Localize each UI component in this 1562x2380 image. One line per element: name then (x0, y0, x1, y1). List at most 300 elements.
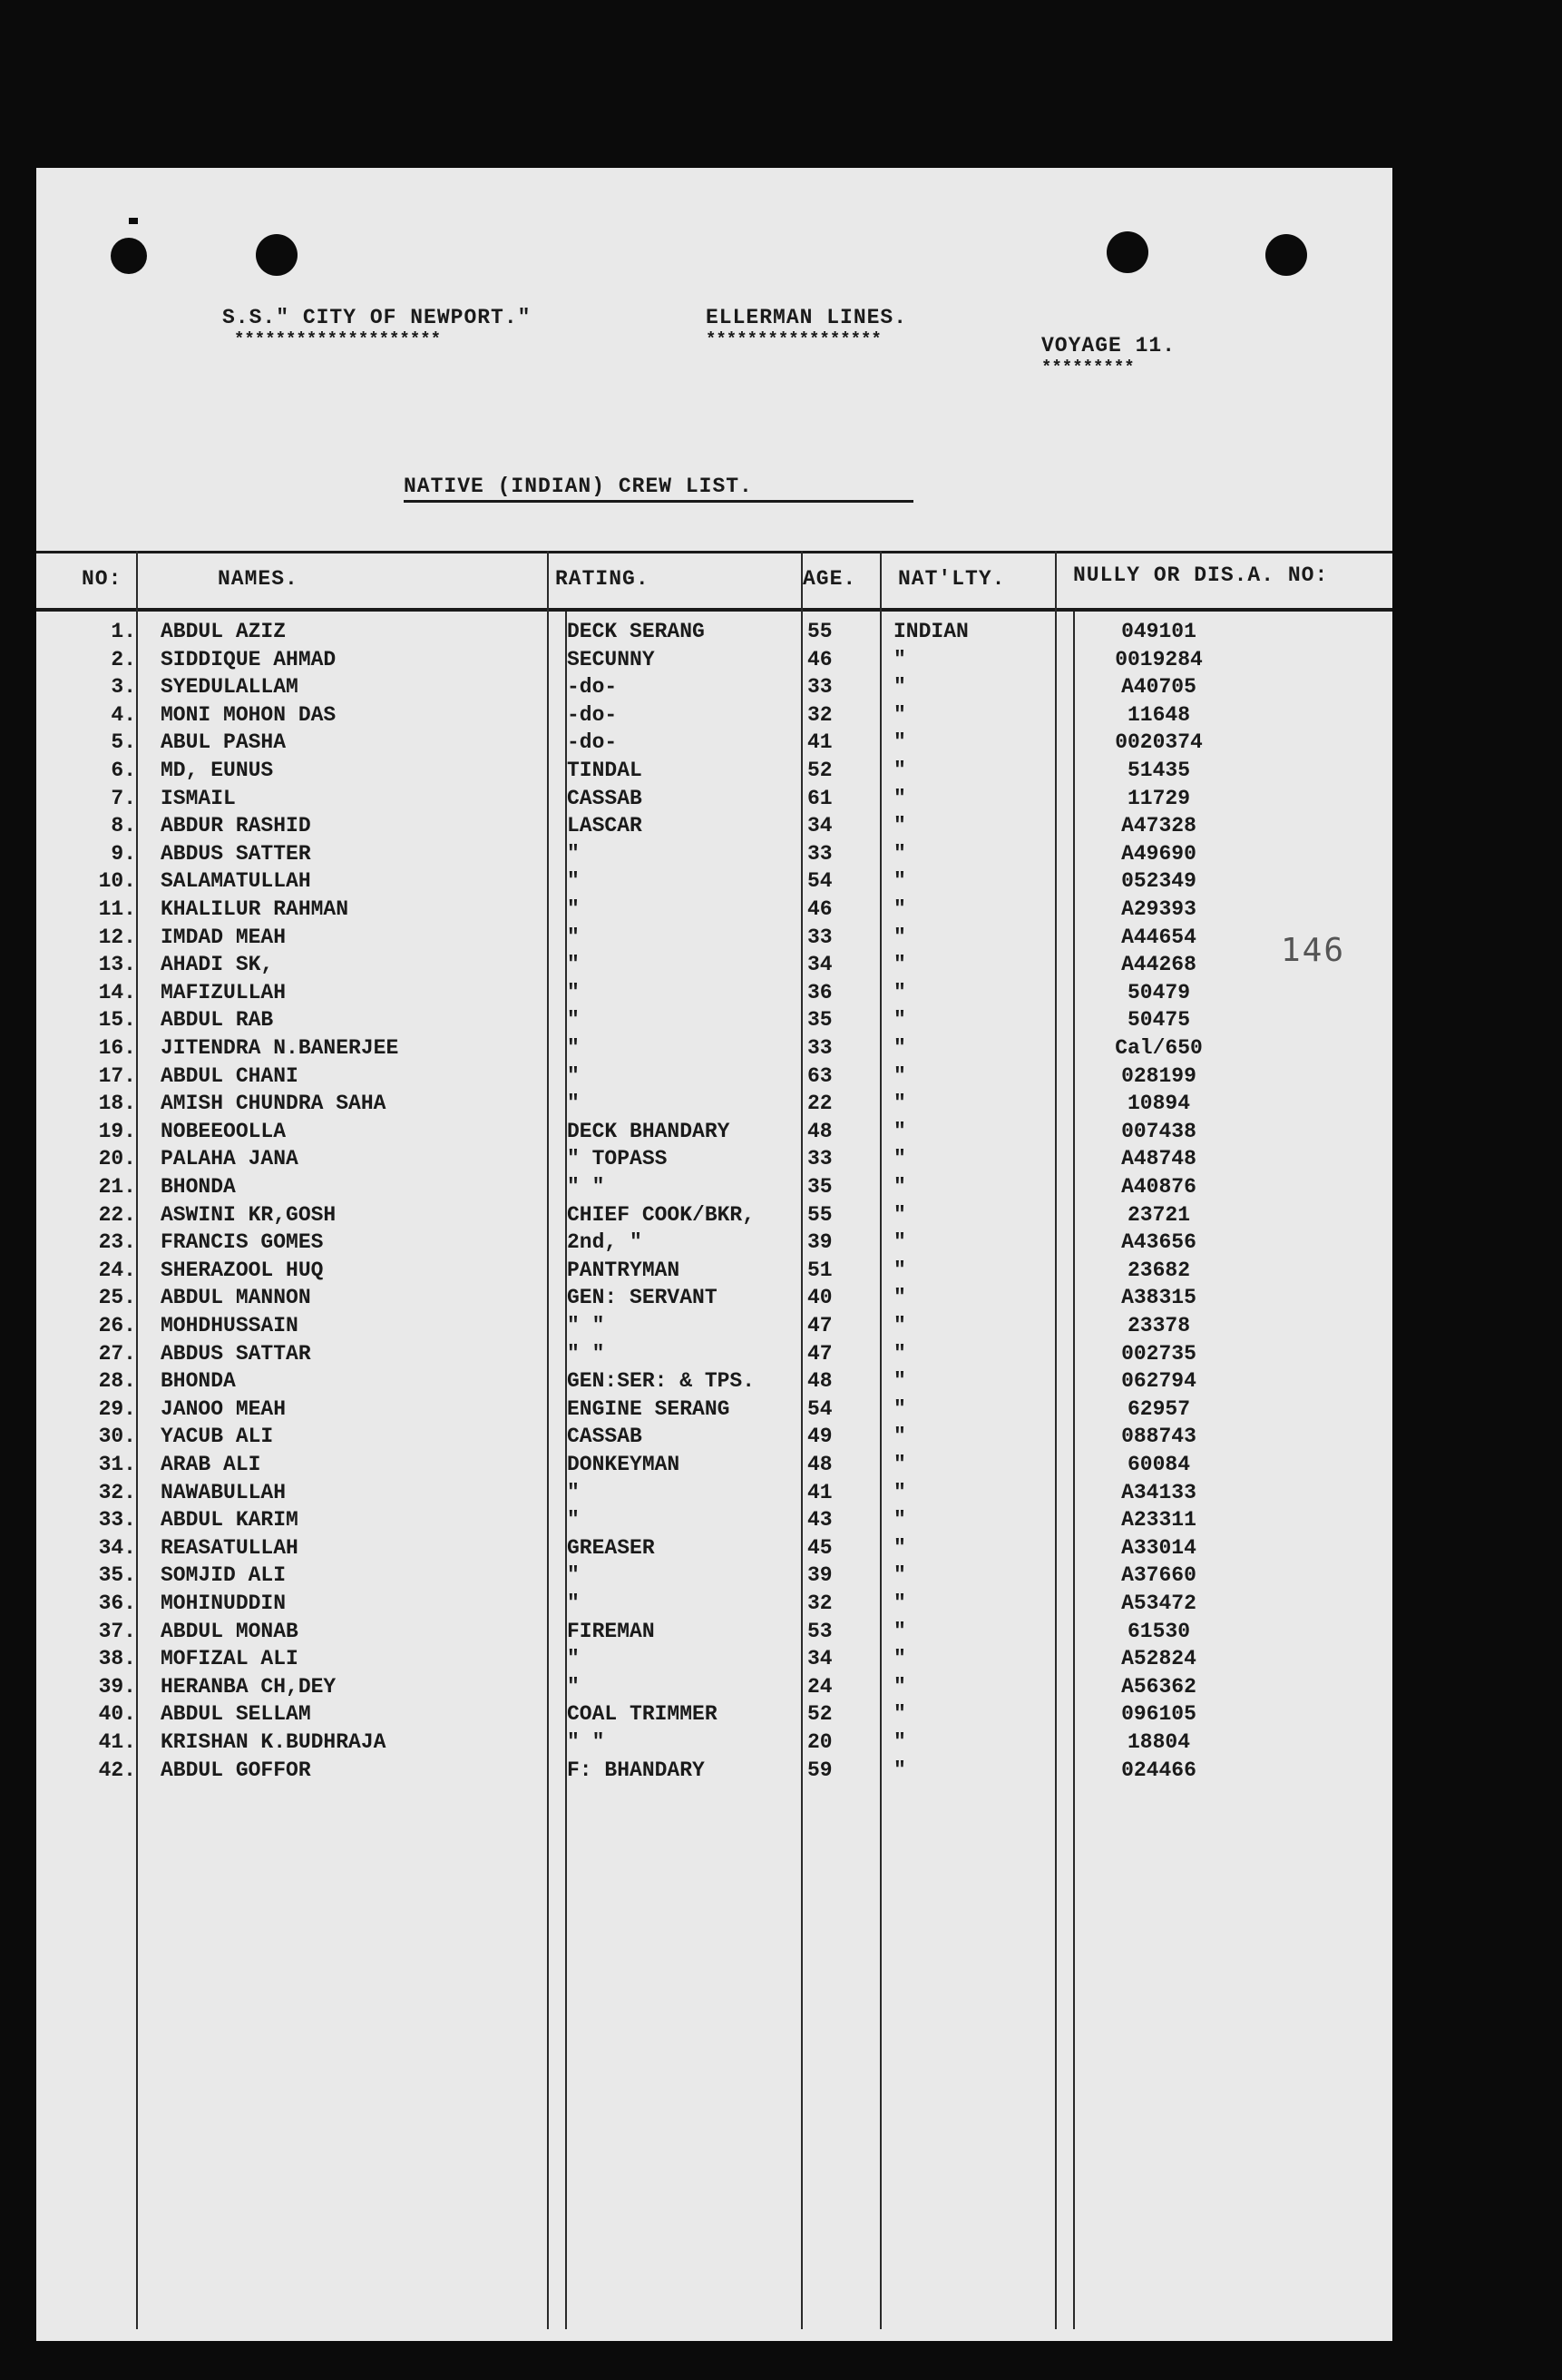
crew-age: 32 (807, 1592, 833, 1615)
crew-number: 3. (111, 675, 136, 700)
crew-name: ASWINI KR,GOSH (161, 1202, 337, 1227)
table-row (36, 897, 1392, 925)
crew-rating: DONKEYMAN (567, 1453, 680, 1476)
crew-age: 52 (807, 1702, 833, 1727)
crew-age: 54 (807, 1396, 833, 1421)
crew-dis-number: 60084 (1127, 1453, 1190, 1476)
crew-age: 34 (807, 1647, 833, 1671)
crew-dis-number: A52824 (1121, 1647, 1196, 1671)
crew-rating: 2nd, " (567, 1230, 642, 1255)
crew-dis-number: 052349 (1121, 869, 1196, 894)
margin-page-number: 146 (1281, 932, 1346, 969)
crew-nationality: " (893, 1286, 906, 1310)
crew-rating: " (567, 1592, 580, 1615)
crew-number: 21. (98, 1175, 136, 1199)
crew-rating: CASSAB (567, 786, 642, 810)
crew-age: 55 (807, 1202, 833, 1227)
crew-name: KHALILUR RAHMAN (161, 897, 349, 921)
crew-dis-number: 11648 (1127, 702, 1190, 727)
crew-nationality: " (893, 1425, 906, 1449)
table-row (36, 1675, 1392, 1702)
crew-nationality: " (893, 925, 906, 949)
crew-age: 47 (807, 1341, 833, 1366)
crew-nationality: " (893, 814, 906, 838)
crew-rating: " (567, 1647, 580, 1671)
table-row (36, 1203, 1392, 1230)
crew-rating: " " (567, 1341, 605, 1366)
table-row (36, 869, 1392, 896)
crew-name: ABDUL MONAB (161, 1619, 298, 1643)
crew-number: 17. (98, 1063, 136, 1088)
crew-nationality: " (893, 1647, 906, 1671)
crew-rating: " (567, 1480, 580, 1504)
crew-age: 41 (807, 1480, 833, 1504)
table-row (36, 1008, 1392, 1035)
table-row (36, 1147, 1392, 1174)
crew-number: 19. (98, 1119, 136, 1143)
table-row (36, 842, 1392, 869)
crew-dis-number: A44654 (1121, 925, 1196, 949)
crew-number: 13. (98, 953, 136, 977)
crew-name: MOHDHUSSAIN (161, 1314, 298, 1337)
crew-nationality: " (893, 1730, 906, 1754)
crew-rating: " (567, 953, 580, 977)
crew-number: 33. (98, 1508, 136, 1533)
crew-nationality: " (893, 675, 906, 700)
crew-number: 26. (98, 1314, 136, 1337)
table-row (36, 648, 1392, 675)
crew-age: 47 (807, 1314, 833, 1337)
crew-dis-number: A49690 (1121, 841, 1196, 866)
crew-age: 20 (807, 1730, 833, 1754)
crew-name: SALAMATULLAH (161, 869, 311, 894)
crew-nationality: " (893, 1702, 906, 1727)
crew-name: YACUB ALI (161, 1425, 274, 1449)
crew-name: ABDUL CHANI (161, 1063, 298, 1088)
crew-name: MONI MOHON DAS (161, 702, 337, 727)
crew-name: ABDUS SATTER (161, 841, 311, 866)
crew-number: 16. (98, 1036, 136, 1060)
crew-name: SHERAZOOL HUQ (161, 1258, 324, 1282)
crew-number: 30. (98, 1425, 136, 1449)
crew-age: 32 (807, 702, 833, 727)
table-row (36, 1369, 1392, 1396)
crew-name: IMDAD MEAH (161, 925, 287, 949)
table-row (36, 759, 1392, 786)
crew-name: ABDUL GOFFOR (161, 1758, 311, 1782)
crew-dis-number: 088743 (1121, 1425, 1196, 1449)
crew-dis-number: A44268 (1121, 953, 1196, 977)
crew-name: MAFIZULLAH (161, 980, 287, 1004)
crew-age: 24 (807, 1674, 833, 1699)
table-row (36, 1092, 1392, 1119)
crew-dis-number: 062794 (1121, 1369, 1196, 1394)
crew-age: 43 (807, 1508, 833, 1533)
crew-name: BHONDA (161, 1175, 236, 1199)
crew-nationality: " (893, 1563, 906, 1588)
crew-rating: " (567, 1036, 580, 1060)
crew-age: 39 (807, 1230, 833, 1255)
crew-rating: " " (567, 1314, 605, 1337)
crew-number: 29. (98, 1396, 136, 1421)
crew-nationality: " (893, 1036, 906, 1060)
crew-dis-number: A53472 (1121, 1592, 1196, 1615)
crew-age: 46 (807, 897, 833, 921)
crew-number: 8. (111, 814, 136, 838)
table-row (36, 926, 1392, 953)
table-row (36, 1758, 1392, 1786)
crew-name: ABDUL MANNON (161, 1286, 311, 1310)
crew-number: 31. (98, 1453, 136, 1476)
punch-hole (1265, 234, 1307, 276)
crew-dis-number: 024466 (1121, 1758, 1196, 1782)
crew-dis-number: 23378 (1127, 1314, 1190, 1337)
crew-number: 18. (98, 1092, 136, 1116)
crew-rating: GEN:SER: & TPS. (567, 1369, 756, 1394)
crew-number: 28. (98, 1369, 136, 1394)
column-header-no: NO: (82, 567, 122, 591)
crew-name: ISMAIL (161, 786, 236, 810)
crew-age: 33 (807, 1147, 833, 1171)
crew-nationality: " (893, 786, 906, 810)
crew-name: REASATULLAH (161, 1535, 298, 1560)
crew-name: SOMJID ALI (161, 1563, 287, 1588)
crew-dis-number: A56362 (1121, 1674, 1196, 1699)
crew-name: ABDUS SATTAR (161, 1341, 311, 1366)
crew-rating: COAL TRIMMER (567, 1702, 718, 1727)
crew-nationality: " (893, 1758, 906, 1782)
table-row (36, 1481, 1392, 1508)
column-header-age: AGE. (803, 567, 857, 591)
crew-number: 22. (98, 1202, 136, 1227)
crew-number: 20. (98, 1147, 136, 1171)
crew-age: 35 (807, 1008, 833, 1033)
crew-dis-number: 11729 (1127, 786, 1190, 810)
crew-name: ABDUL SELLAM (161, 1702, 311, 1727)
crew-name: MOHINUDDIN (161, 1592, 287, 1615)
crew-dis-number: 61530 (1127, 1619, 1190, 1643)
crew-age: 63 (807, 1063, 833, 1088)
table-row (36, 1508, 1392, 1535)
crew-nationality: " (893, 759, 906, 782)
crew-age: 52 (807, 759, 833, 782)
crew-nationality: " (893, 1396, 906, 1421)
crew-nationality: " (893, 1202, 906, 1227)
voyage-underline-stars: ********* (1041, 357, 1135, 377)
table-row (36, 620, 1392, 647)
crew-number: 38. (98, 1647, 136, 1671)
crew-age: 34 (807, 814, 833, 838)
crew-dis-number: 50479 (1127, 980, 1190, 1004)
crew-number: 41. (98, 1730, 136, 1754)
crew-nationality: " (893, 1480, 906, 1504)
table-row (36, 1620, 1392, 1647)
table-row (36, 1286, 1392, 1313)
crew-rating: DECK SERANG (567, 620, 705, 643)
table-row (36, 1563, 1392, 1591)
crew-nationality: " (893, 1230, 906, 1255)
crew-number: 1. (111, 620, 136, 643)
crew-rating: " " (567, 1175, 605, 1199)
crew-age: 61 (807, 786, 833, 810)
table-row (36, 1425, 1392, 1452)
crew-number: 4. (111, 702, 136, 727)
column-header-names: NAMES. (218, 567, 298, 591)
column-header-nationality: NAT'LTY. (898, 567, 1006, 591)
table-row (36, 1397, 1392, 1425)
crew-rating: TINDAL (567, 759, 642, 782)
crew-name: JITENDRA N.BANERJEE (161, 1036, 399, 1060)
crew-rating: " (567, 1008, 580, 1033)
voyage-label: VOYAGE 11. (1041, 334, 1176, 357)
crew-dis-number: A47328 (1121, 814, 1196, 838)
crew-nationality: " (893, 953, 906, 977)
table-row (36, 1592, 1392, 1619)
crew-name: AMISH CHUNDRA SAHA (161, 1092, 386, 1116)
crew-nationality: INDIAN (893, 620, 969, 643)
crew-number: 37. (98, 1619, 136, 1643)
crew-dis-number: A48748 (1121, 1147, 1196, 1171)
crew-rating: " TOPASS (567, 1147, 668, 1171)
ship-name: S.S." CITY OF NEWPORT." (222, 306, 532, 329)
crew-number: 2. (111, 647, 136, 671)
crew-dis-number: 049101 (1121, 620, 1196, 643)
ship-underline-stars: ******************** (234, 329, 442, 349)
crew-nationality: " (893, 841, 906, 866)
crew-age: 54 (807, 869, 833, 894)
crew-age: 33 (807, 675, 833, 700)
crew-rating: " (567, 841, 580, 866)
crew-age: 34 (807, 953, 833, 977)
crew-age: 53 (807, 1619, 833, 1643)
crew-dis-number: 0019284 (1115, 647, 1203, 671)
crew-rating: CHIEF COOK/BKR, (567, 1202, 756, 1227)
crew-number: 9. (111, 841, 136, 866)
crew-age: 39 (807, 1563, 833, 1588)
punch-hole (1107, 231, 1148, 273)
crew-name: ABDUL RAB (161, 1008, 274, 1033)
title-underline (404, 500, 913, 503)
crew-age: 49 (807, 1425, 833, 1449)
crew-age: 40 (807, 1286, 833, 1310)
crew-age: 46 (807, 647, 833, 671)
table-row (36, 1536, 1392, 1563)
crew-number: 25. (98, 1286, 136, 1310)
crew-list-page (36, 168, 1392, 2341)
crew-age: 33 (807, 925, 833, 949)
crew-rating: CASSAB (567, 1425, 642, 1449)
crew-nationality: " (893, 1369, 906, 1394)
crew-dis-number: Cal/650 (1115, 1036, 1203, 1060)
crew-name: AHADI SK, (161, 953, 274, 977)
crew-nationality: " (893, 897, 906, 921)
crew-number: 36. (98, 1592, 136, 1615)
crew-name: NAWABULLAH (161, 1480, 287, 1504)
crew-name: ARAB ALI (161, 1453, 261, 1476)
crew-nationality: " (893, 1092, 906, 1116)
crew-number: 5. (111, 730, 136, 755)
crew-age: 48 (807, 1453, 833, 1476)
crew-nationality: " (893, 1175, 906, 1199)
table-row (36, 675, 1392, 702)
crew-rating: " " (567, 1730, 605, 1754)
crew-nationality: " (893, 1535, 906, 1560)
crew-number: 34. (98, 1535, 136, 1560)
crew-dis-number: A29393 (1121, 897, 1196, 921)
crew-name: FRANCIS GOMES (161, 1230, 324, 1255)
crew-number: 27. (98, 1341, 136, 1366)
punch-hole (111, 238, 147, 274)
crew-dis-number: A23311 (1121, 1508, 1196, 1533)
crew-dis-number: A37660 (1121, 1563, 1196, 1588)
crew-age: 51 (807, 1258, 833, 1282)
punch-hole (256, 234, 298, 276)
crew-dis-number: 002735 (1121, 1341, 1196, 1366)
crew-name: ABDUL KARIM (161, 1508, 298, 1533)
crew-dis-number: 51435 (1127, 759, 1190, 782)
crew-rating: -do- (567, 730, 618, 755)
crew-nationality: " (893, 647, 906, 671)
crew-rating: DECK BHANDARY (567, 1119, 730, 1143)
crew-age: 48 (807, 1119, 833, 1143)
crew-name: PALAHA JANA (161, 1147, 298, 1171)
crew-name: NOBEEOOLLA (161, 1119, 287, 1143)
column-header-dis-no: NULLY OR DIS.A. NO: (1073, 563, 1329, 587)
crew-dis-number: A43656 (1121, 1230, 1196, 1255)
crew-rating: " (567, 980, 580, 1004)
crew-nationality: " (893, 980, 906, 1004)
column-header-rating: RATING. (555, 567, 649, 591)
table-row (36, 1647, 1392, 1674)
table-row (36, 1702, 1392, 1729)
crew-dis-number: A34133 (1121, 1480, 1196, 1504)
crew-rating: " (567, 1063, 580, 1088)
crew-dis-number: 028199 (1121, 1063, 1196, 1088)
page-title: NATIVE (INDIAN) CREW LIST. (404, 475, 753, 498)
crew-dis-number: 10894 (1127, 1092, 1190, 1116)
crew-age: 45 (807, 1535, 833, 1560)
crew-dis-number: 50475 (1127, 1008, 1190, 1033)
crew-name: BHONDA (161, 1369, 236, 1394)
table-row (36, 1120, 1392, 1147)
crew-name: MD, EUNUS (161, 759, 274, 782)
crew-dis-number: 62957 (1127, 1396, 1190, 1421)
crew-number: 15. (98, 1008, 136, 1033)
table-row (36, 730, 1392, 758)
crew-rating: -do- (567, 675, 618, 700)
crew-dis-number: 23721 (1127, 1202, 1190, 1227)
crew-rating: PANTRYMAN (567, 1258, 680, 1282)
crew-nationality: " (893, 702, 906, 727)
crew-nationality: " (893, 1341, 906, 1366)
crew-age: 33 (807, 1036, 833, 1060)
crew-number: 39. (98, 1674, 136, 1699)
crew-dis-number: A38315 (1121, 1286, 1196, 1310)
crew-nationality: " (893, 1453, 906, 1476)
crew-rating: FIREMAN (567, 1619, 655, 1643)
table-row (36, 1036, 1392, 1063)
crew-dis-number: 007438 (1121, 1119, 1196, 1143)
crew-rating: LASCAR (567, 814, 642, 838)
crew-name: KRISHAN K.BUDHRAJA (161, 1730, 386, 1754)
table-row (36, 1314, 1392, 1341)
crew-name: SYEDULALLAM (161, 675, 298, 700)
crew-rating: " (567, 1508, 580, 1533)
crew-dis-number: 18804 (1127, 1730, 1190, 1754)
crew-nationality: " (893, 1674, 906, 1699)
crew-number: 24. (98, 1258, 136, 1282)
crew-rating: GEN: SERVANT (567, 1286, 718, 1310)
crew-nationality: " (893, 1314, 906, 1337)
crew-dis-number: A40876 (1121, 1175, 1196, 1199)
line-underline-stars: ***************** (706, 329, 882, 349)
crew-rating: GREASER (567, 1535, 655, 1560)
table-row (36, 1175, 1392, 1202)
crew-name: MOFIZAL ALI (161, 1647, 298, 1671)
crew-nationality: " (893, 1063, 906, 1088)
crew-dis-number: 096105 (1121, 1702, 1196, 1727)
crew-name: ABDUL AZIZ (161, 620, 287, 643)
table-row (36, 703, 1392, 730)
crew-number: 10. (98, 869, 136, 894)
crew-age: 55 (807, 620, 833, 643)
crew-name: ABDUR RASHID (161, 814, 311, 838)
crew-number: 7. (111, 786, 136, 810)
crew-rating: " (567, 1563, 580, 1588)
crew-number: 11. (98, 897, 136, 921)
crew-nationality: " (893, 869, 906, 894)
crew-rating: -do- (567, 702, 618, 727)
crew-number: 12. (98, 925, 136, 949)
crew-age: 48 (807, 1369, 833, 1394)
crew-name: HERANBA CH,DEY (161, 1674, 337, 1699)
crew-number: 6. (111, 759, 136, 782)
crew-nationality: " (893, 1147, 906, 1171)
crew-number: 23. (98, 1230, 136, 1255)
crew-rating: " (567, 925, 580, 949)
crew-rating: " (567, 897, 580, 921)
crew-rating: F: BHANDARY (567, 1758, 705, 1782)
table-row (36, 981, 1392, 1008)
ink-speck (129, 218, 138, 224)
crew-age: 41 (807, 730, 833, 755)
table-header-rule (36, 608, 1392, 612)
crew-age: 59 (807, 1758, 833, 1782)
table-row (36, 787, 1392, 814)
crew-rating: ENGINE SERANG (567, 1396, 730, 1421)
crew-age: 33 (807, 841, 833, 866)
crew-rating: " (567, 1674, 580, 1699)
crew-number: 32. (98, 1480, 136, 1504)
crew-name: ABUL PASHA (161, 730, 287, 755)
crew-nationality: " (893, 1258, 906, 1282)
crew-nationality: " (893, 1619, 906, 1643)
crew-number: 40. (98, 1702, 136, 1727)
crew-nationality: " (893, 1119, 906, 1143)
crew-dis-number: A33014 (1121, 1535, 1196, 1560)
crew-number: 35. (98, 1563, 136, 1588)
crew-dis-number: 0020374 (1115, 730, 1203, 755)
table-top-rule (36, 551, 1392, 553)
crew-age: 22 (807, 1092, 833, 1116)
crew-rating: " (567, 1092, 580, 1116)
crew-rating: " (567, 869, 580, 894)
crew-dis-number: A40705 (1121, 675, 1196, 700)
crew-nationality: " (893, 1508, 906, 1533)
crew-nationality: " (893, 730, 906, 755)
table-row (36, 1342, 1392, 1369)
crew-nationality: " (893, 1008, 906, 1033)
